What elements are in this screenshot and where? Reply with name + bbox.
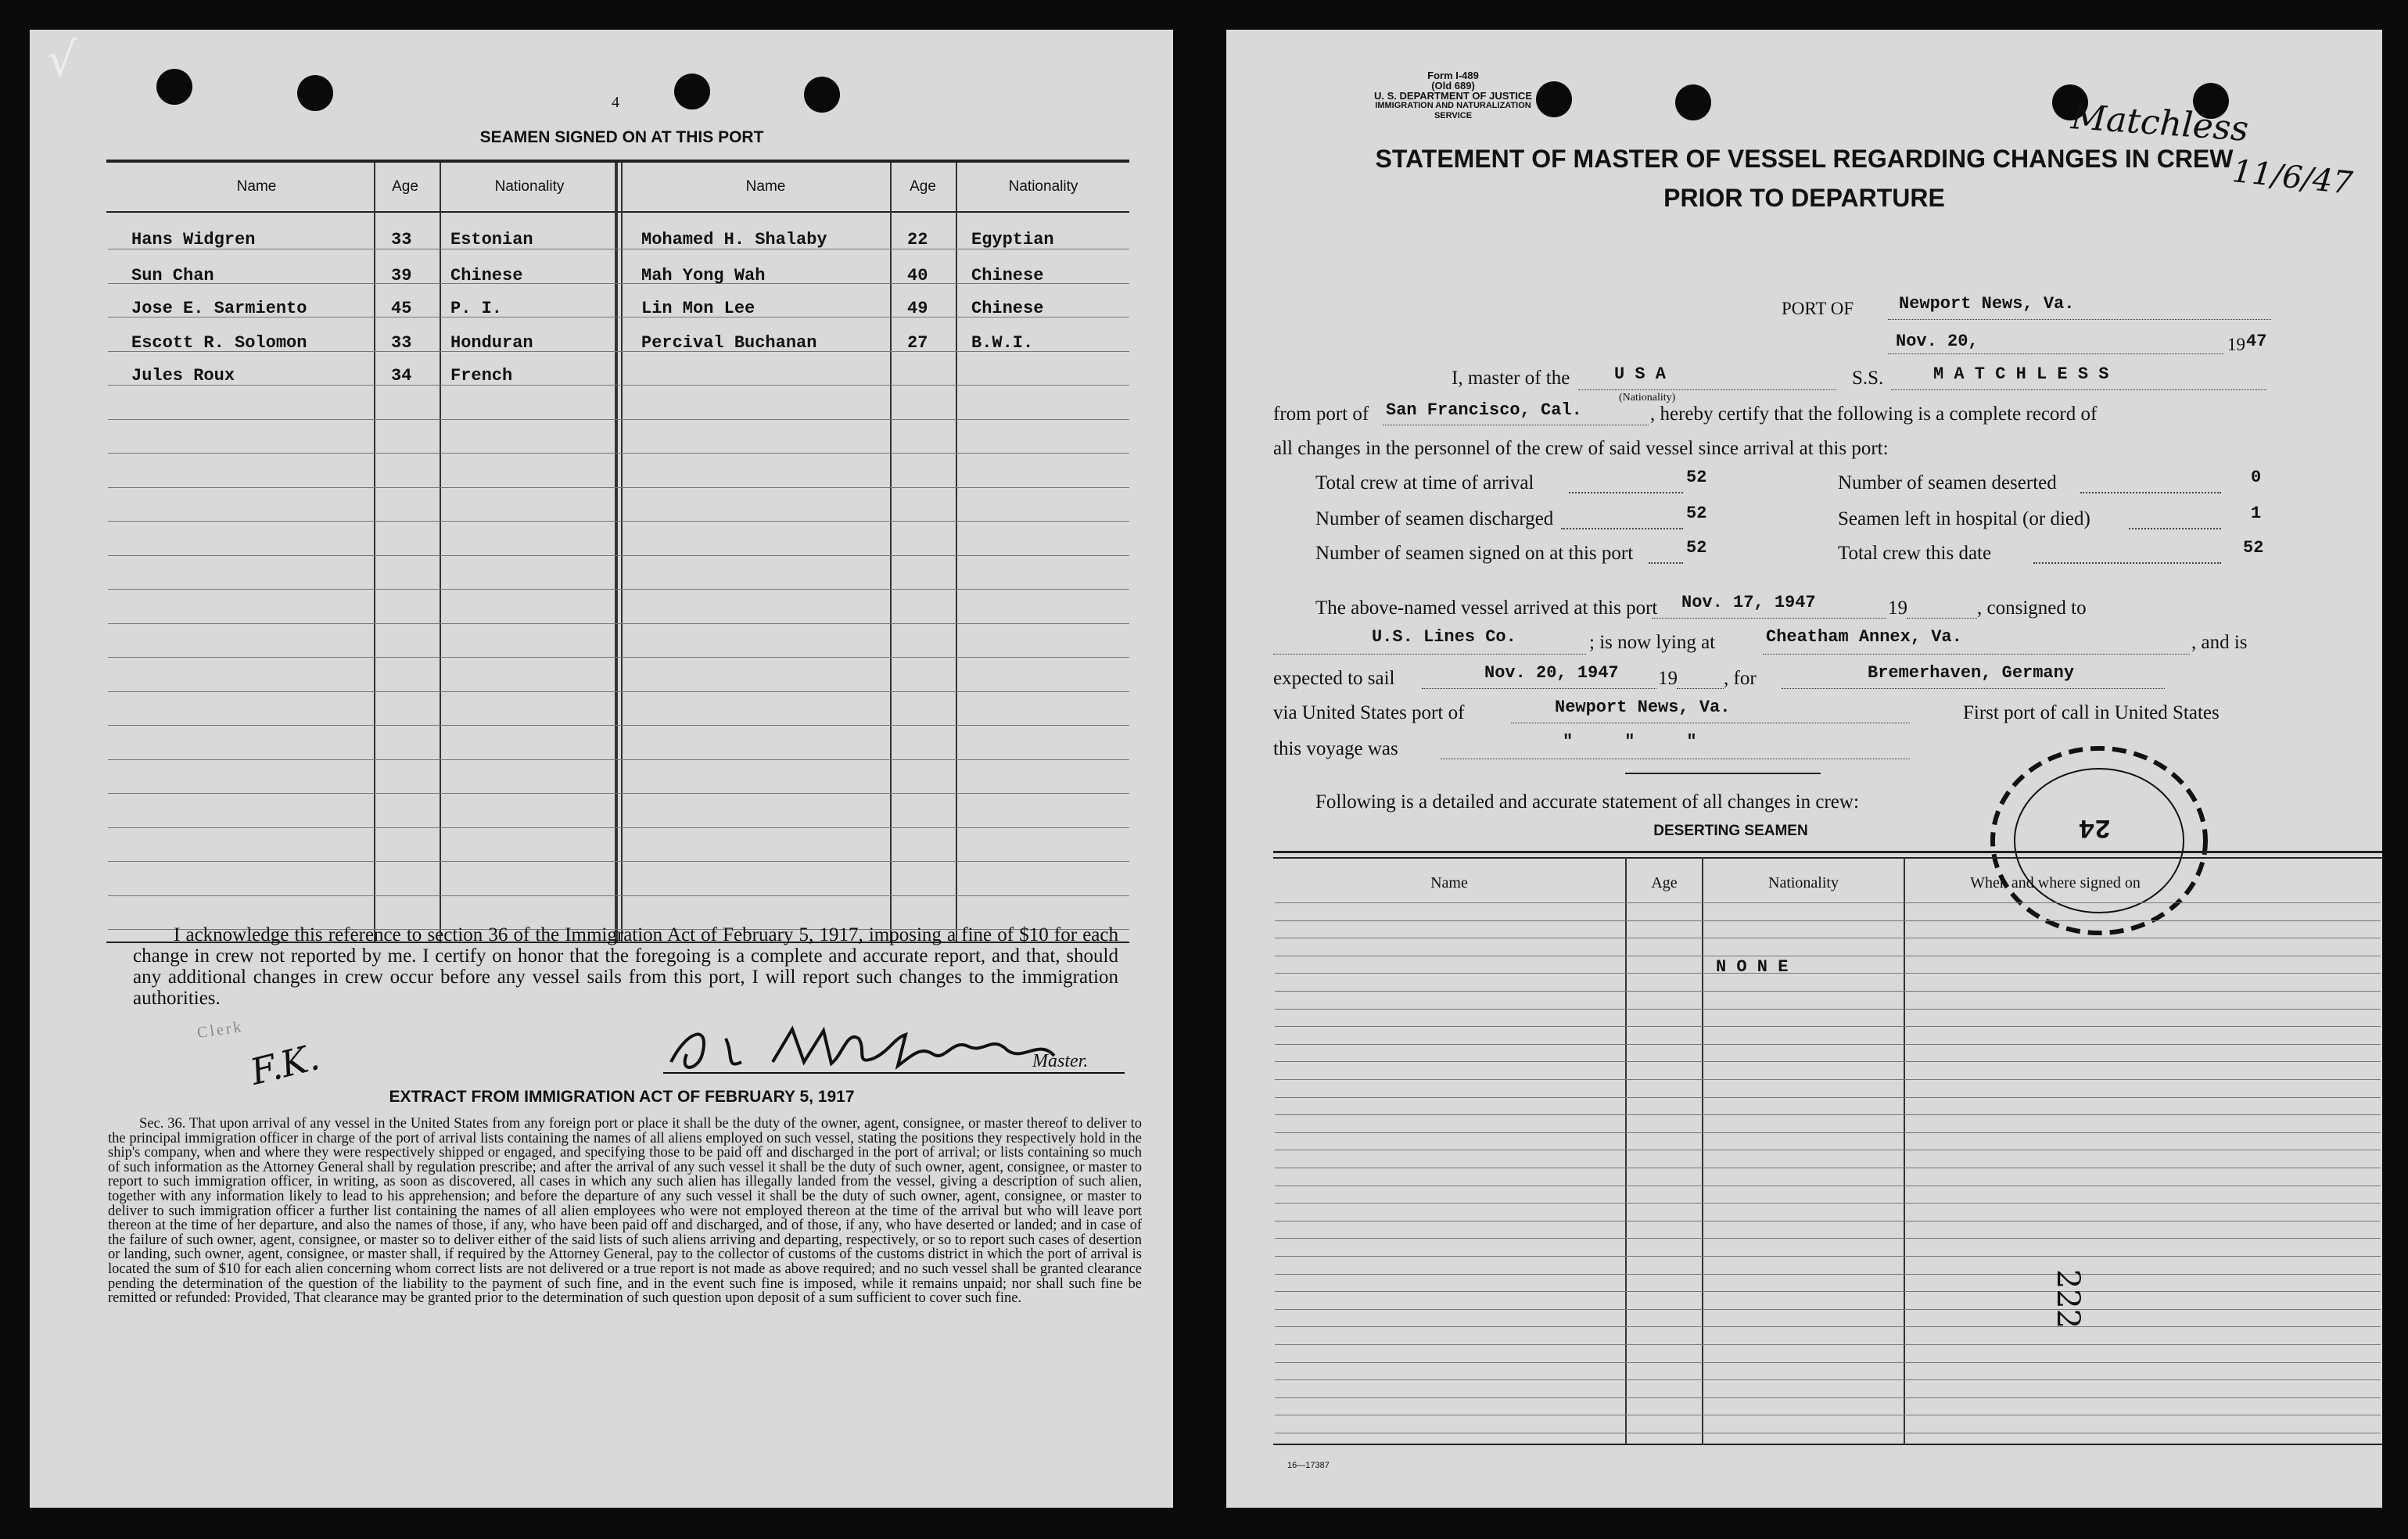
certify-text: , hereby certify that the following is a complete record of [1650, 404, 2098, 425]
column-header: Age [392, 178, 418, 195]
stat-label: Total crew this date [1838, 543, 1992, 564]
extract-text: Sec. 36. That upon arrival of any vessel in the United States from any foreign port or place it shall be the duty of the owner, agent, consignee, or master thereof to deliver to the principal immigration officer in charge of the port of arrival lists containing the names of all aliens employed on such vessel, stating the positions they respectively hold in the ship's company, when and where they were respectively shipped or engaged, and specifying those to be paid off and discharged in the port of arrival; or lists containing so much of such information as the Attorney General shall by regulation prescribe; and after the arrival of any such vessel it shall be the duty of such owner, agent, consignee, or master to report to such immigration officer, in writing, as soon as discovered, all cases in which any such alien has illegally landed from the vessel, giving a description of such alien, together with any information likely to lead to his apprehension; and before the departure of any such vessel it shall be the duty of such owner, agent, consignee, or master to deliver to such immigration officer a further list containing the names of all alien employees who were not employed thereon at the time of the arrival but who will leave port thereon at the time of her departure, and also the names of those, if any, who have been paid off and discharged, and of those, if any, who have deserted or landed; and in case of the failure of such owner, agent, consignee, or master so to deliver either of the said lists of such aliens arriving and departing, respectively, or so to report such cases of desertion or landing, such owner, agent, consignee, or master shall, if required by the Attorney General, pay to the collector of customs of the customs district in which the port of arrival is located the sum of $10 for each alien concerning whom correct lists are not delivered or a true report is not made as above required; and no such vessel shall be granted clearance pending the determination of the question of the liability to the payment of such fine, and in the event such fine is imposed, while it remains unpaid; nor shall such fine be remitted or refunded: Provided, That clearance may be granted prior to the determination of such question upon deposit of a sum sufficient to cover such fine. [108, 1116, 1142, 1307]
punch-hole [156, 69, 192, 105]
row-line [108, 623, 1129, 624]
consigned-label: , consigned to [1977, 597, 2087, 619]
row-line [1275, 1238, 2381, 1239]
via-port: Newport News, Va. [1555, 698, 1731, 717]
page-number: 4 [612, 94, 619, 111]
stat-value: 52 [2243, 538, 2264, 558]
vessel-name: M A T C H L E S S [1933, 364, 2109, 384]
destination: Bremerhaven, Germany [1868, 663, 2075, 683]
certify-text-2: all changes in the personnel of the crew of said vessel since arrival at this port: [1273, 438, 1889, 459]
arrived-label: The above-named vessel arrived at this port [1315, 597, 1658, 619]
stat-value: 0 [2251, 468, 2262, 487]
from-port-label: from port of [1273, 404, 1369, 425]
header-underline [106, 211, 1129, 213]
stamp-number: 24 [2079, 812, 2111, 841]
nationality-caption: (Nationality) [1619, 392, 1676, 404]
row-line [1275, 1114, 2381, 1115]
stat-label: Seamen left in hospital (or died) [1838, 508, 2090, 529]
handwritten-mark: 222 [2050, 1268, 2087, 1329]
from-port-value: San Francisco, Cal. [1386, 400, 1582, 420]
row-line [1275, 1061, 2381, 1062]
consignee: U.S. Lines Co. [1372, 627, 1516, 647]
port-label: PORT OF [1782, 299, 1854, 318]
punch-hole [804, 77, 840, 113]
punch-hole [674, 74, 710, 109]
row-line [1275, 1026, 2381, 1027]
stat-value: 52 [1686, 538, 1707, 558]
row-line [108, 861, 1129, 862]
footer-code: 16—17387 [1287, 1461, 1330, 1470]
row-line [108, 555, 1129, 556]
row-line [1275, 1291, 2381, 1292]
stat-label: Total crew at time of arrival [1315, 472, 1534, 493]
column-header: Name [1430, 874, 1468, 891]
stat-label: Number of seamen deserted [1838, 472, 2057, 493]
column-header: Age [910, 178, 936, 195]
nationality-value: U S A [1614, 364, 1667, 384]
ss-label: S.S. [1852, 368, 1884, 389]
row-line [108, 589, 1129, 590]
voyage-value: " " " [1563, 732, 1697, 752]
column-header: Nationality [1008, 178, 1078, 195]
none-entry: N O N E [1716, 957, 1789, 977]
row-line [1275, 1309, 2381, 1310]
stat-value: 52 [1686, 468, 1707, 487]
lying-label: ; is now lying at [1589, 632, 1716, 653]
row-line [1275, 1132, 2381, 1133]
right-page: Form I-489 (Old 689) U. S. DEPARTMENT OF JUSTICE IMMIGRATION AND NATURALIZATION SERVICE Matchless 11/6/47 STATEMENT OF MASTER OF VESSEL REGARDING CHANGES IN CREW PRIOR TO DEPARTURE PORT OF Newport News, Va. Nov. 20, 19 47 I, master of the U S A (Nationality) S.S. M A T C H L E S S from port of San Francisco, Cal. , hereby certify that the following is a complete record of all changes in the personnel of the crew of said vessel since arrival at this port: Total crew at time of arrival 52 Number of seamen discharged 52 Number of seamen signed on at this port 52 Number of seamen deserted 0 Seamen left in hospital (or died) 1 Total crew this date 52 The above-named vessel arrived at this port Nov. 17, 1947 19 , consigned to U.S. Lines Co. ; is now lying at Cheatham Annex, Va. , and is expected to sail Nov. 20, 1947 19 , for Bremerhaven, Germany via United States port of Newport News, Va. First port of call in United States this voyage was " " " Following is a detailed and accurate statement of all changes in crew: DESERTING SEAMEN 24 Name Age Nationality When and where signed on N O N E 222 16—17387 [1226, 30, 2382, 1508]
clerk-stamp: Clerk [196, 1017, 245, 1042]
row-line [1275, 1097, 2381, 1098]
punch-hole [1675, 84, 1711, 120]
handwritten-date: 11/6/47 [2230, 153, 2355, 202]
form-header: Form I-489 (Old 689) U. S. DEPARTMENT OF JUSTICE IMMIGRATION AND NATURALIZATION SERVICE [1374, 70, 1532, 120]
deserting-title: DESERTING SEAMEN [1653, 823, 1808, 839]
form-title: STATEMENT OF MASTER OF VESSEL REGARDING CHANGES IN CREW PRIOR TO DEPARTURE [1375, 145, 2234, 212]
row-line [1275, 1256, 2381, 1257]
via-label: via United States port of [1273, 702, 1465, 723]
year-value: 47 [2246, 332, 2267, 351]
row-line [108, 725, 1129, 726]
master-of-the-label: I, master of the [1452, 368, 1570, 389]
row-line [1275, 1344, 2381, 1345]
row-line [108, 487, 1129, 488]
row-line [1275, 1009, 2381, 1010]
row-line [108, 793, 1129, 794]
column-header: Nationality [494, 178, 565, 195]
stat-value: 52 [1686, 504, 1707, 523]
date-value: Nov. 20, [1896, 332, 1979, 351]
row-line [1275, 1079, 2381, 1080]
expected-label: expected to sail [1273, 668, 1395, 689]
following-label: Following is a detailed and accurate statement of all changes in crew: [1315, 791, 1859, 813]
column-header: When and where signed on [1970, 874, 2141, 891]
row-line [1275, 1379, 2381, 1380]
row-line [108, 657, 1129, 658]
extract-title: EXTRACT FROM IMMIGRATION ACT OF FEBRUARY 5, 1917 [389, 1088, 855, 1106]
table-top-rule [106, 160, 1129, 163]
port-value: Newport News, Va. [1899, 294, 2075, 314]
first-call-label: First port of call in United States [1963, 702, 2220, 723]
row-line [1275, 1221, 2381, 1222]
row-line [1275, 1326, 2381, 1327]
row-line [1275, 920, 2381, 921]
row-line [1275, 902, 2381, 903]
lying-at: Cheatham Annex, Va. [1766, 627, 1962, 647]
stat-label: Number of seamen discharged [1315, 508, 1554, 529]
row-line [108, 419, 1129, 420]
stat-label: Number of seamen signed on at this port [1315, 543, 1634, 564]
left-page: 4 SEAMEN SIGNED ON AT THIS PORT Name Age Nationality Name Age Nationality Hans Widgren 33 Estonian Sun Chan 39 Chinese Jose E. Sarmiento 45 P. I. Escott R. Solomon 33 Honduran Jules Roux 34 French Mohamed H. Shalaby 22 Egyptian Mah Yong Wah 40 Chinese Lin Mon Lee 49 Chinese Percival Buchanan 27 B.W.I. I acknowledge this reference to section 36 of the Immigration Act of February 5, 1917, imposing a fine of $10 for each change in crew not reported by me. I certify on honor that the foregoing is a complete and accurate report, and that, should any additional changes in crew occur before any vessel sails from this port, I will report such changes to the immigration authorities. Clerk F.K. Master. EXTRACT FROM IMMIGRATION ACT OF FEBRUARY 5, 1917 Sec. 36. That upon arrival of any vessel in the United States from any foreign port or place it shall be the duty of the owner, agent, consignee, or master thereof to deliver to the principal immigration officer in charge of the port of arrival lists containing the names of all aliens employed on such vessel, stating the positions they respectively hold in the ship's company, when and where they were respectively shipped or engaged, and specifying those to be paid off and discharged in the port of arrival; or lists containing so much of such information as the Attorney General shall by regulation prescribe; and after the arrival of any such vessel it shall be the duty of such owner, agent, consignee, or master to report to such immigration officer, in writing, as soon as discovered, all cases in which any such alien has illegally landed from the vessel, giving a description of such alien, together with any information likely to lead to his apprehension; and before the departure of any such vessel it shall be the duty of such owner, agent, consignee, or master to deliver to such immigration officer a further list containing the names of all alien employees who were not employed thereon at the time of the arrival but who will leave port thereon at the time of her departure, and also the names of those, if any, who have been paid off and discharged, and of those, if any, who have deserted or landed; and in case of the failure of such owner, agent, consignee, or master so to deliver either of the said lists of such aliens arriving and departing, respectively, or so to report such cases of desertion or landing, such owner, agent, consignee, or master shall, if required by the Attorney General, pay to the collector of customs of the customs district in which the port of arrival is located the sum of $10 for each alien concerning whom correct lists are not delivered or a true report is not made as above required; and no such vessel shall be granted clearance pending the determination of the question of the liability to the payment of such fine, and in the event such fine is imposed, while it remains unpaid; nor shall such fine be remitted or refunded: Provided, That clearance may be granted prior to the determination of such question upon deposit of a sum sufficient to cover such fine. [30, 30, 1173, 1508]
column-header: Age [1651, 874, 1678, 891]
row-line [108, 385, 1129, 386]
row-line [1275, 1274, 2381, 1275]
row-line [1275, 991, 2381, 992]
row-line [108, 691, 1129, 692]
initials: F.K. [246, 1035, 324, 1093]
row-line [108, 453, 1129, 454]
row-line [1275, 973, 2381, 974]
acknowledgement-text: I acknowledge this reference to section 36 of the Immigration Act of February 5, 1917, imposing a fine of $10 for each change in crew not reported by me. I certify on honor that the foregoing is a complete and accurate report, and that, should any additional changes in crew occur before any vessel sails from this port, I will report such changes to the immigration authorities. [133, 924, 1118, 1009]
row-line [108, 895, 1129, 896]
section-title: SEAMEN SIGNED ON AT THIS PORT [479, 128, 764, 146]
column-header: Name [745, 178, 786, 195]
handwritten-vessel-name: Matchless [2069, 97, 2250, 149]
row-line [1275, 1203, 2381, 1204]
row-line [1275, 1397, 2381, 1398]
voyage-label: this voyage was [1273, 738, 1398, 759]
row-line [108, 521, 1129, 522]
row-line [1275, 1044, 2381, 1045]
stat-value: 1 [2251, 504, 2262, 523]
corner-check-mark: √ [47, 33, 77, 88]
row-line [108, 759, 1129, 760]
master-label: Master. [1032, 1051, 1089, 1071]
row-line [1275, 1362, 2381, 1363]
row-line [108, 827, 1129, 828]
punch-hole [297, 75, 333, 111]
arrived-date: Nov. 17, 1947 [1681, 593, 1816, 612]
column-header: Name [236, 178, 277, 195]
column-header: Nationality [1768, 874, 1839, 891]
sail-date: Nov. 20, 1947 [1484, 663, 1619, 683]
signature [655, 1007, 1140, 1085]
